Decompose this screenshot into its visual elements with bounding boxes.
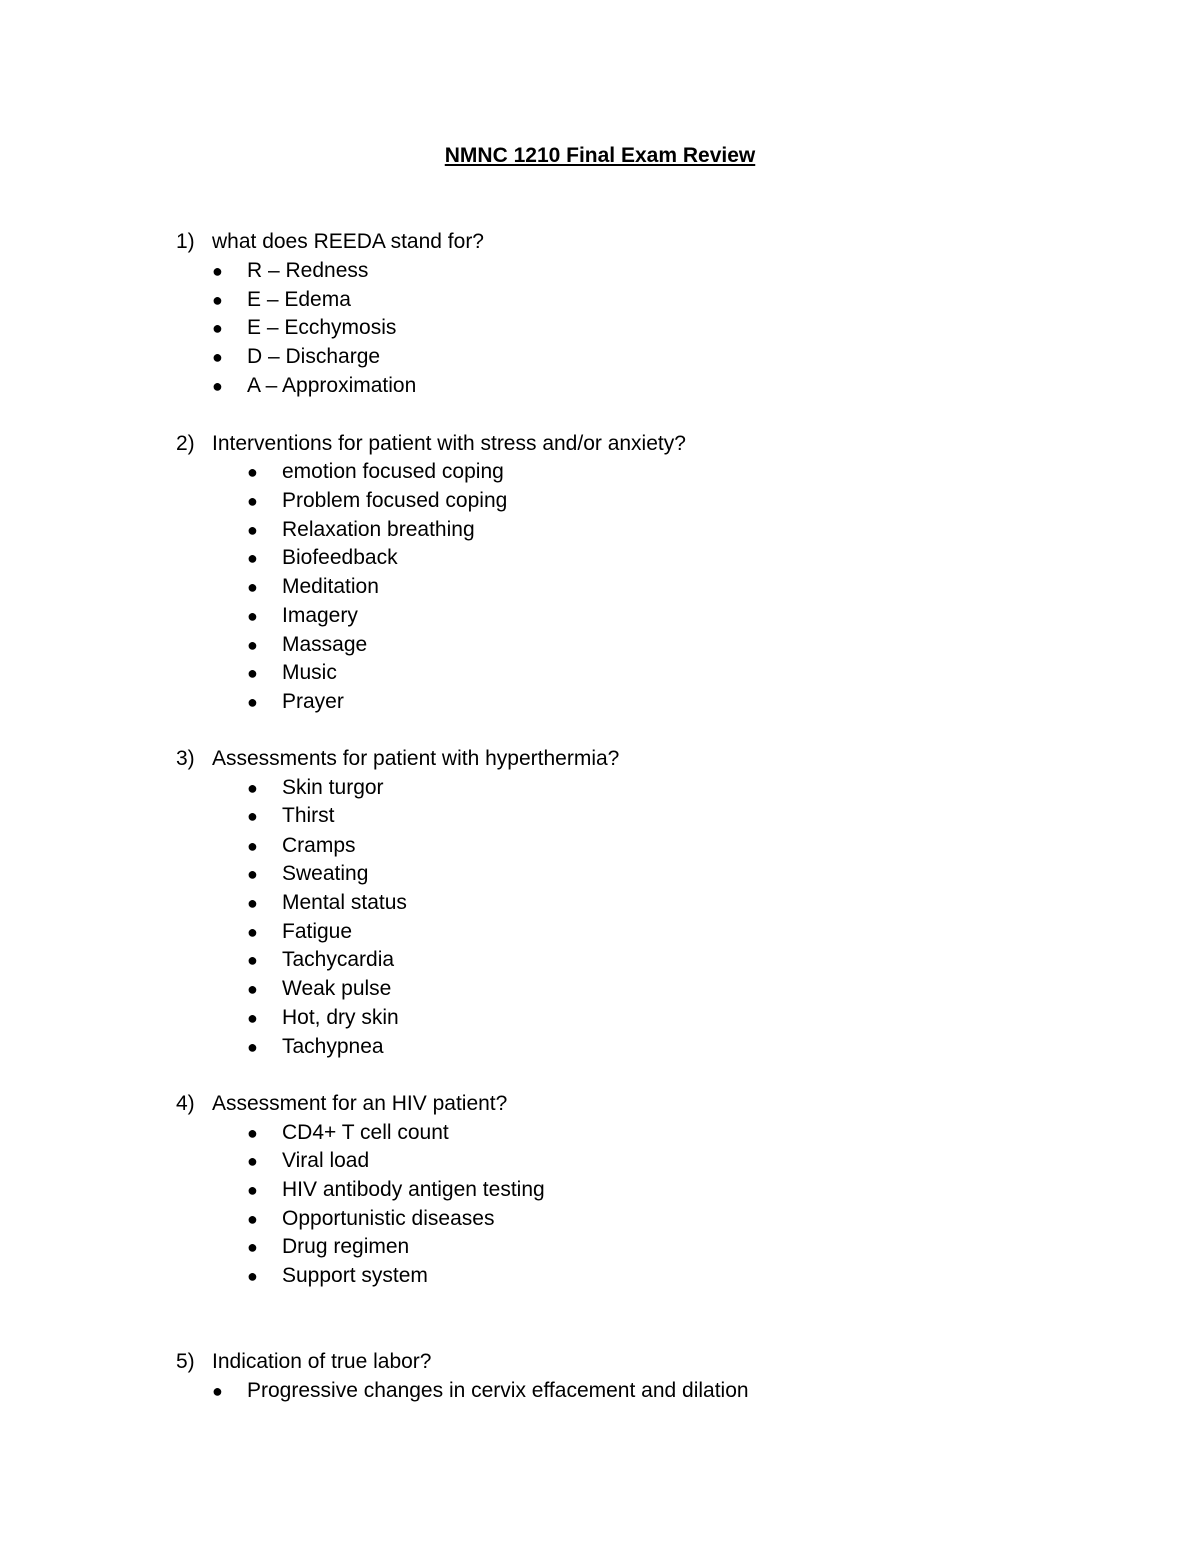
bullet-icon: ● [247, 606, 258, 626]
list-item: ● Music [282, 659, 337, 687]
list-item: ● Mental status [282, 889, 407, 917]
bullet-icon: ● [247, 663, 258, 683]
list-item: ● Fatigue [282, 918, 352, 946]
bullet-icon: ● [247, 806, 258, 826]
list-item: ● Imagery [282, 602, 358, 630]
bullet-icon: ● [247, 1008, 258, 1028]
bullet-icon: ● [247, 1237, 258, 1257]
list-item: ● Support system [282, 1262, 428, 1290]
list-item: ● Viral load [282, 1147, 369, 1175]
bullet-icon: ● [212, 347, 223, 367]
bullet-icon: ● [247, 577, 258, 597]
list-item: ● Skin turgor [282, 774, 384, 802]
list-item: ● Progressive changes in cervix effacement and dilation [247, 1377, 749, 1405]
list-item: ● Weak pulse [282, 975, 391, 1003]
list-item: ● HIV antibody antigen testing [282, 1176, 545, 1204]
list-item: ● Opportunistic diseases [282, 1205, 494, 1233]
question-number: 2) [176, 432, 195, 455]
question-1 [176, 228, 484, 256]
bullet-icon: ● [212, 261, 223, 281]
list-item: ● D – Discharge [247, 343, 380, 371]
bullet-icon: ● [212, 1381, 223, 1401]
list-item: ● Meditation [282, 573, 379, 601]
question-number: 4) [176, 1092, 195, 1115]
bullet-icon: ● [247, 1180, 258, 1200]
bullet-icon: ● [212, 318, 223, 338]
bullet-icon: ● [247, 692, 258, 712]
list-item: ● R – Redness [247, 257, 368, 285]
bullet-icon: ● [247, 1123, 258, 1143]
bullet-icon: ● [247, 1037, 258, 1057]
bullet-icon: ● [247, 520, 258, 540]
list-item: ● Cramps [282, 832, 356, 860]
bullet-icon: ● [247, 491, 258, 511]
list-item: ● Massage [282, 631, 367, 659]
bullet-icon: ● [247, 979, 258, 999]
list-item: ● emotion focused coping [282, 458, 504, 486]
question-2 [176, 430, 686, 458]
list-item: ● Hot, dry skin [282, 1004, 399, 1032]
bullet-icon: ● [212, 376, 223, 396]
question-text: Indication of true labor? [212, 1350, 432, 1373]
list-item: ● E – Ecchymosis [247, 314, 396, 342]
bullet-icon: ● [247, 462, 258, 482]
list-item: ● Prayer [282, 688, 344, 716]
bullet-icon: ● [247, 1266, 258, 1286]
question-number: 5) [176, 1350, 195, 1373]
question-text: Interventions for patient with stress and/or anxiety? [212, 432, 686, 455]
bullet-icon: ● [247, 922, 258, 942]
list-item: ● Tachypnea [282, 1033, 384, 1061]
question-number: 3) [176, 747, 195, 770]
question-text: Assessments for patient with hyperthermia? [212, 747, 620, 770]
list-item: ● Biofeedback [282, 544, 398, 572]
page-title: NMNC 1210 Final Exam Review [444, 144, 756, 167]
bullet-icon: ● [247, 778, 258, 798]
bullet-icon: ● [247, 548, 258, 568]
bullet-icon: ● [247, 836, 258, 856]
bullet-icon: ● [247, 1209, 258, 1229]
question-5 [176, 1348, 431, 1376]
list-item: ● Problem focused coping [282, 487, 507, 515]
bullet-icon: ● [247, 893, 258, 913]
question-text: what does REEDA stand for? [212, 230, 484, 253]
list-item: ● E – Edema [247, 286, 351, 314]
bullet-icon: ● [247, 950, 258, 970]
question-4 [176, 1090, 507, 1118]
bullet-icon: ● [247, 1151, 258, 1171]
bullet-icon: ● [247, 635, 258, 655]
question-number: 1) [176, 230, 195, 253]
list-item: ● Drug regimen [282, 1233, 409, 1261]
list-item: ● A – Approximation [247, 372, 416, 400]
list-item: ● Tachycardia [282, 946, 394, 974]
list-item: ● Relaxation breathing [282, 516, 475, 544]
list-item: ● Sweating [282, 860, 368, 888]
list-item: ● CD4+ T cell count [282, 1119, 449, 1147]
bullet-icon: ● [247, 864, 258, 884]
bullet-icon: ● [212, 290, 223, 310]
question-3 [176, 745, 619, 773]
question-text: Assessment for an HIV patient? [212, 1092, 508, 1115]
list-item: ● Thirst [282, 802, 335, 830]
